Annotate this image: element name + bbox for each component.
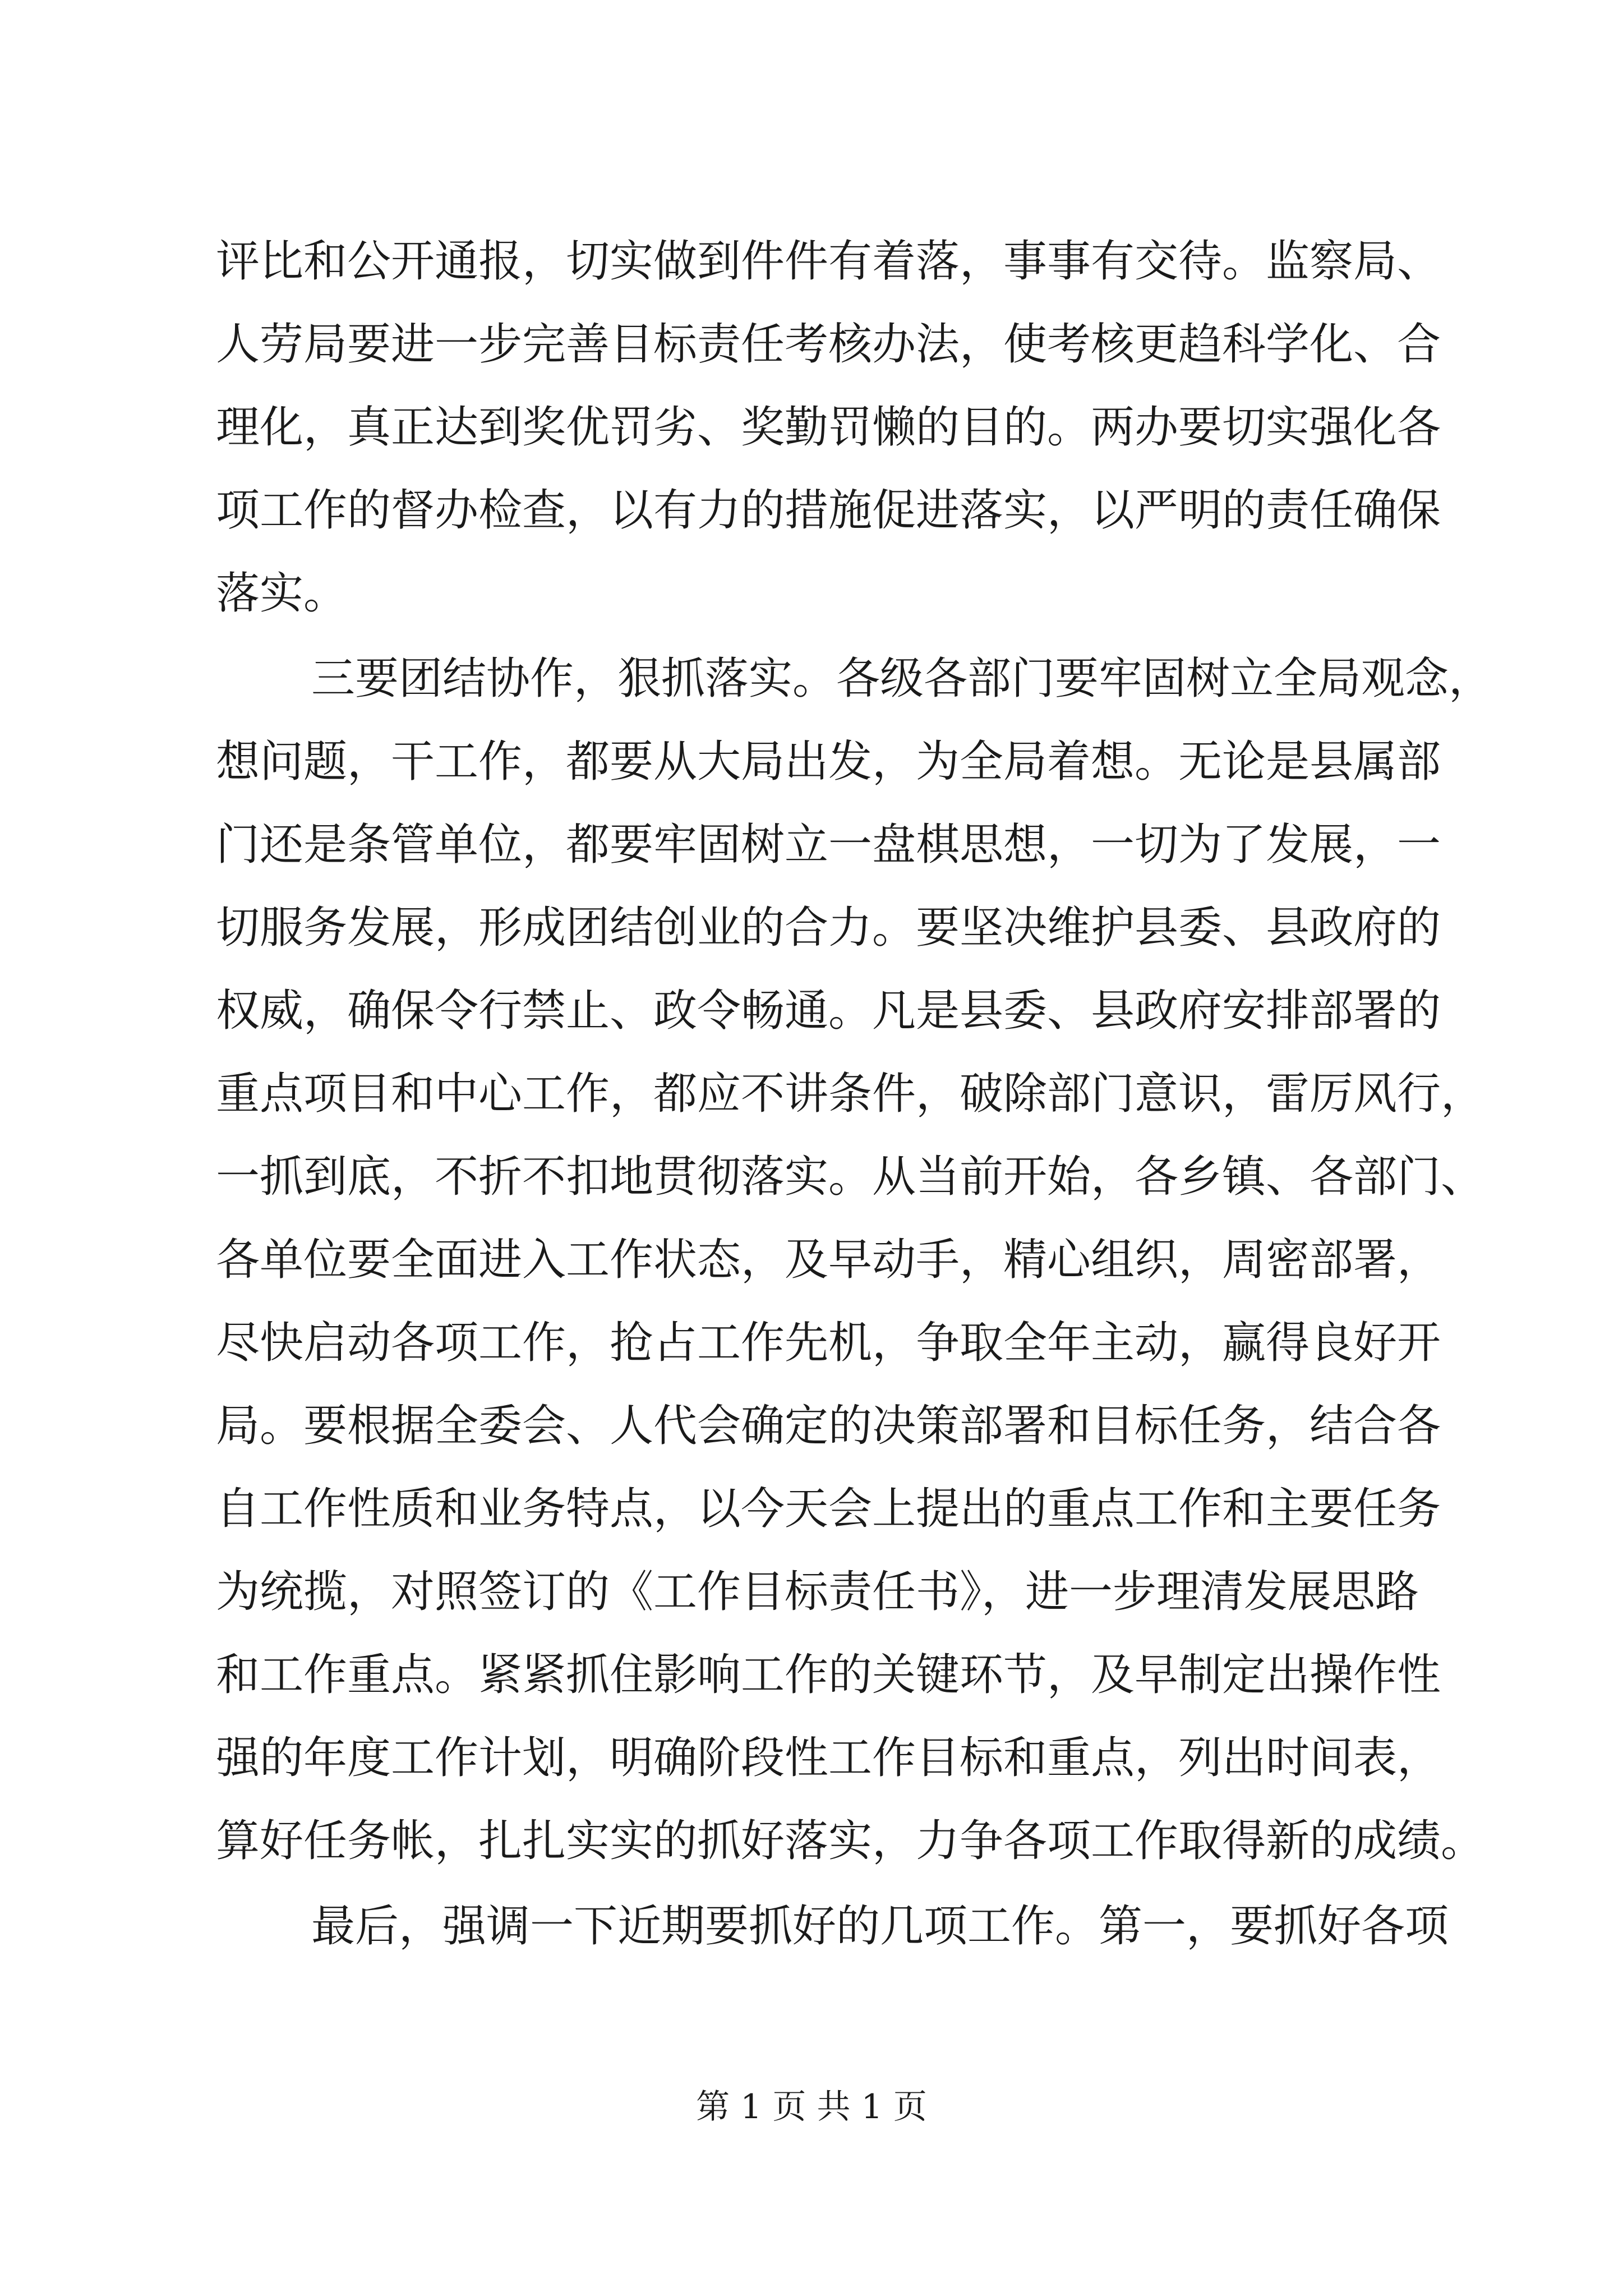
text-line: 为统揽，对照签订的《工作目标责任书》，进一步理清发展思路	[216, 1567, 1419, 1617]
text-line: 理化，真正达到奖优罚劣、奖勤罚懒的目的。两办要切实强化各	[216, 402, 1441, 453]
text-line: 权威，确保令行禁止、政令畅通。凡是县委、县政府安排部署的	[216, 986, 1441, 1036]
text-line: 最后，强调一下近期要抓好的几项工作。第一，要抓好各项	[311, 1901, 1449, 1952]
text-line: 一抓到底，不折不扣地贯彻落实。从当前开始，各乡镇、各部门、	[216, 1152, 1485, 1202]
text-line: 评比和公开通报，切实做到件件有着落，事事有交待。监察局、	[216, 236, 1441, 287]
text-line: 人劳局要进一步完善目标责任考核办法，使考核更趋科学化、合	[216, 319, 1441, 370]
text-line: 各单位要全面进入工作状态，及早动手，精心组织，周密部署，	[216, 1235, 1441, 1285]
paragraph	[216, 637, 1493, 1883]
text-line: 自工作性质和业务特点，以今天会上提出的重点工作和主要任务	[216, 1484, 1441, 1534]
text-line: 想问题，干工作，都要从大局出发，为全局着想。无论是县属部	[216, 737, 1441, 787]
text-line: 强的年度工作计划，明确阶段性工作目标和重点，列出时间表，	[216, 1733, 1441, 1783]
text-line: 局。要根据全委会、人代会确定的决策部署和目标任务，结合各	[216, 1401, 1441, 1451]
text-line: 算好任务帐，扎扎实实的抓好落实，力争各项工作取得新的成绩。	[216, 1816, 1485, 1866]
text-line: 门还是条管单位，都要牢固树立一盘棋思想，一切为了发展，一	[216, 820, 1441, 870]
text-line: 落实。	[216, 568, 348, 619]
text-line: 重点项目和中心工作，都应不讲条件，破除部门意识，雷厉风行，	[216, 1069, 1485, 1119]
text-line: 尽快启动各项工作，抢占工作先机，争取全年主动，赢得良好开	[216, 1318, 1441, 1368]
text-line: 切服务发展，形成团结创业的合力。要坚决维护县委、县政府的	[216, 903, 1441, 953]
text-line: 和工作重点。紧紧抓住影响工作的关键环节，及早制定出操作性	[216, 1650, 1441, 1700]
text-line: 三要团结协作，狠抓落实。各级各部门要牢固树立全局观念，	[311, 654, 1493, 704]
page-footer: 第 1 页 共 1 页	[696, 2087, 927, 2127]
text-line: 项工作的督办检查，以有力的措施促进落实，以严明的责任确保	[216, 485, 1441, 536]
paragraph	[216, 220, 1441, 635]
body-text	[216, 220, 1493, 1968]
paragraph	[216, 1885, 1449, 1968]
